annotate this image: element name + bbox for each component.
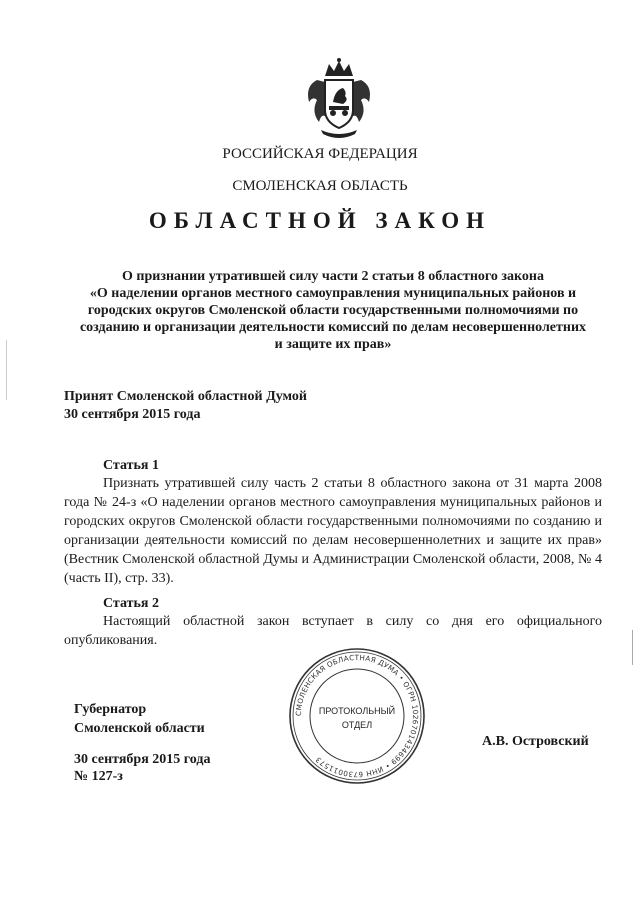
position-line: Губернатор bbox=[74, 702, 147, 717]
scan-artifact-line bbox=[6, 340, 7, 400]
law-title-line: и защите их прав» bbox=[274, 337, 392, 352]
law-title-line: городских округов Смоленской области государственными полномочиями по bbox=[87, 303, 579, 318]
document-type-heading: ОБЛАСТНОЙ ЗАКОН bbox=[148, 208, 492, 233]
position-line: Смоленской области bbox=[74, 721, 205, 736]
law-title-line: «О наделении органов местного самоуправления муниципальных районов и bbox=[89, 286, 577, 301]
law-title-line: О признании утратившей силу части 2 статьи 8 областного закона bbox=[122, 269, 544, 284]
article-1-heading: Статья 1 bbox=[103, 458, 159, 473]
law-title-line: созданию и организации деятельности комиссий по делам несовершеннолетних bbox=[79, 320, 587, 335]
law-number: № 127-з bbox=[74, 769, 123, 784]
signatory-position bbox=[74, 700, 205, 738]
signatory-name: А.В. Островский bbox=[482, 734, 589, 749]
region-heading: СМОЛЕНСКАЯ ОБЛАСТЬ bbox=[232, 178, 408, 194]
svg-text:СМОЛЕНСКАЯ ОБЛАСТНАЯ ДУМА • ОГ bbox=[294, 653, 420, 779]
country-heading: РОССИЙСКАЯ ФЕДЕРАЦИЯ bbox=[222, 146, 418, 162]
article-2-heading: Статья 2 bbox=[103, 596, 159, 611]
signing-date: 30 сентября 2015 года bbox=[74, 752, 211, 767]
smolensk-coat-of-arms-icon bbox=[303, 56, 375, 138]
adoption-body: Принят Смоленской областной Думой bbox=[64, 389, 307, 404]
article-2-text: Настоящий областной закон вступает в силу со дня его официального опубликования. bbox=[64, 614, 602, 648]
official-seal-icon bbox=[287, 646, 427, 786]
adoption-date: 30 сентября 2015 года bbox=[64, 407, 201, 422]
seal-center-line: ОТДЕЛ bbox=[341, 720, 373, 730]
seal-center-line: ПРОТОКОЛЬНЫЙ bbox=[318, 706, 396, 716]
scan-artifact-line bbox=[632, 630, 633, 665]
adoption-note bbox=[64, 388, 464, 424]
law-title bbox=[64, 268, 602, 353]
seal-ring-text: СМОЛЕНСКАЯ ОБЛАСТНАЯ ДУМА • ОГРН 1026701434699 • ИНН 6730011573 bbox=[293, 652, 421, 780]
signing-info bbox=[74, 751, 210, 785]
article-1-text: Признать утратившей силу часть 2 статьи 8 областного закона от 31 марта 2008 года № 24-з «О наделении органов местного самоуправления муниципальных районов и городских округов Смоленской области государственными полномочиями по созданию и организации деятельности комиссий по делам несовершеннолетних и защите их прав» (Вестник Смоленской областной Думы и Администрации Смоленской области, 2008, № 4 (часть II), стр. 33). bbox=[64, 476, 602, 586]
